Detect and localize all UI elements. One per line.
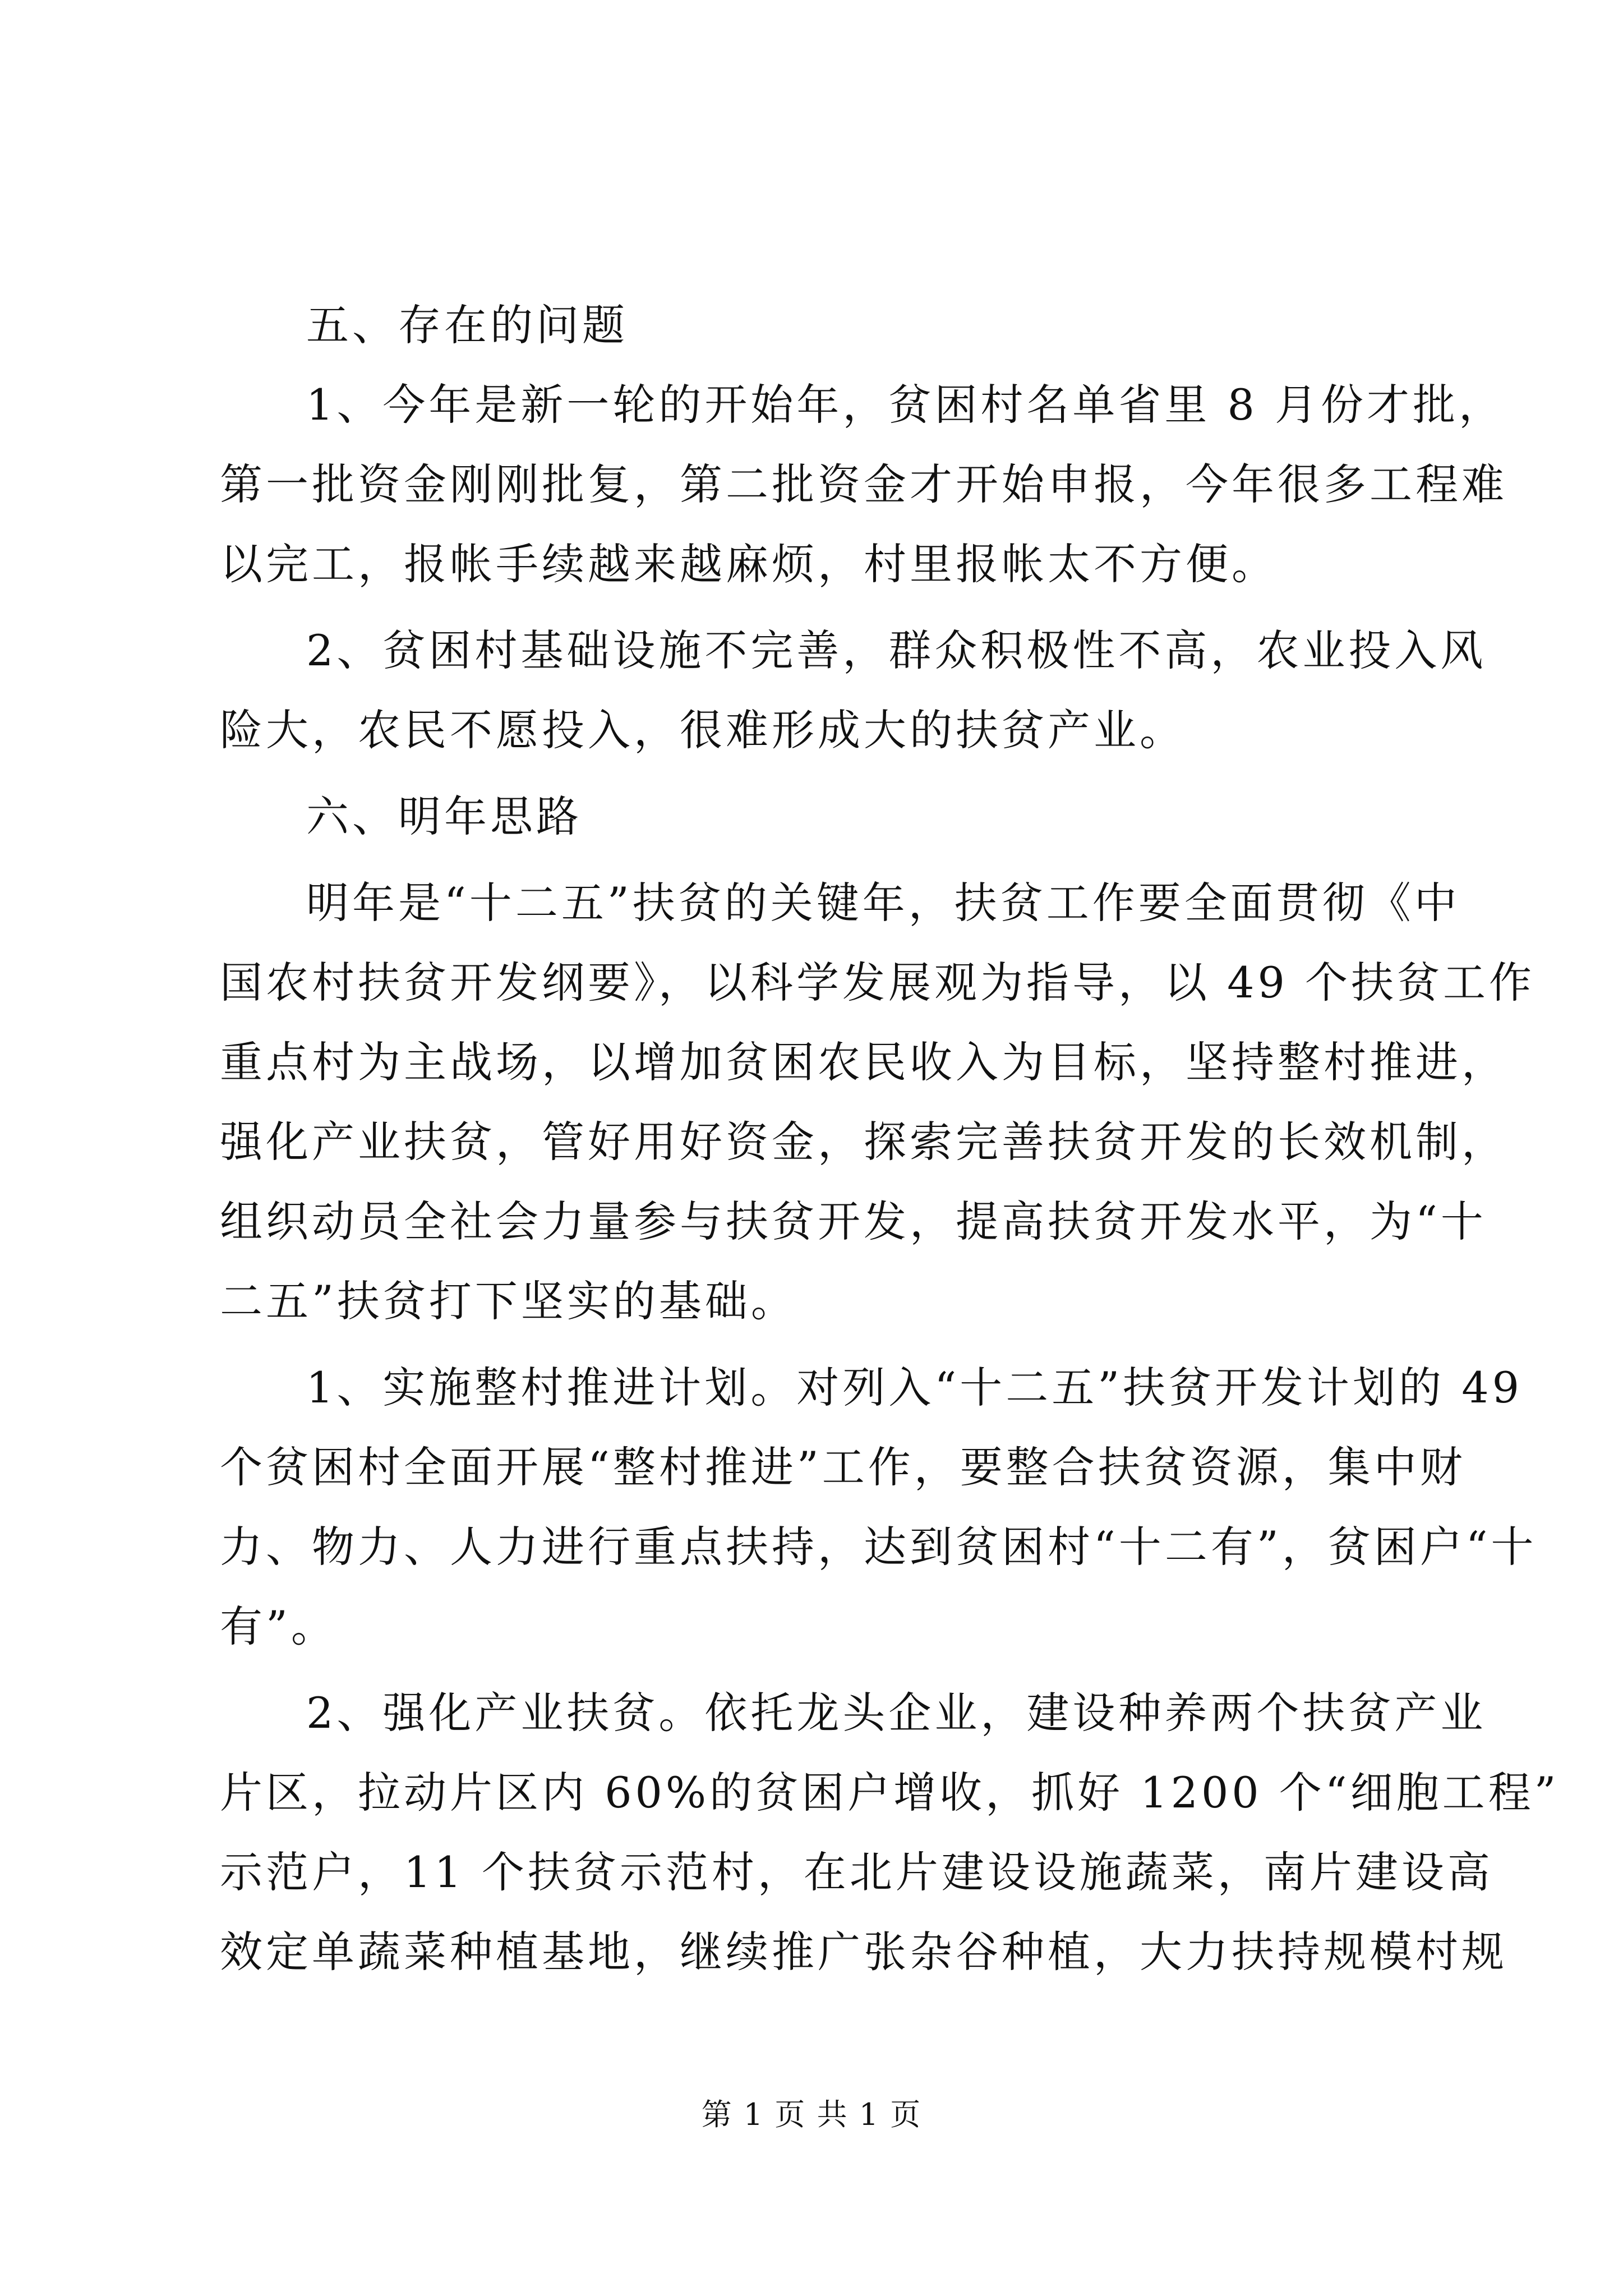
paragraph-line: 强化产业扶贫，管好用好资金，探索完善扶贫开发的长效机制， [220, 1117, 1507, 1167]
paragraph-line: 1、实施整村推进计划。对列入“十二五”扶贫开发计划的 49 [306, 1363, 1523, 1412]
page-footer: 第 1 页 共 1 页 [701, 2097, 922, 2132]
paragraph-line: 个贫困村全面开展“整村推进”工作，要整合扶贫资源，集中财 [220, 1442, 1466, 1492]
section-heading-problems: 五、存在的问题 [306, 300, 628, 350]
paragraph-line: 以完工，报帐手续越来越麻烦，村里报帐太不方便。 [220, 539, 1278, 589]
paragraph-line: 片区，拉动片区内 60%的贫困户增收，抓好 1200 个“细胞工程” [220, 1768, 1560, 1818]
document-body [220, 297, 1560, 1980]
paragraph-line: 国农村扶贫开发纲要》，以科学发展观为指导，以 49 个扶贫工作 [220, 958, 1536, 1007]
paragraph-line: 第一批资金刚刚批复，第二批资金才开始申报，今年很多工程难 [220, 459, 1507, 509]
paragraph-line: 险大，农民不愿投入，很难形成大的扶贫产业。 [220, 705, 1186, 755]
paragraph-line: 二五”扶贫打下坚实的基础。 [220, 1276, 797, 1326]
section-heading-next-year: 六、明年思路 [306, 792, 582, 841]
paragraph-line: 2、贫困村基础设施不完善，群众积极性不高，农业投入风 [306, 625, 1487, 675]
paragraph-line: 效定单蔬菜种植基地，继续推广张杂谷种植，大力扶持规模村规 [220, 1927, 1507, 1977]
paragraph-line: 1、今年是新一轮的开始年，贫困村名单省里 8 月份才批， [306, 380, 1505, 430]
paragraph-line: 2、强化产业扶贫。依托龙头企业，建设种养两个扶贫产业 [306, 1688, 1487, 1738]
paragraph-line: 示范户，11 个扶贫示范村，在北片建设设施蔬菜，南片建设高 [220, 1847, 1493, 1897]
paragraph-line: 组织动员全社会力量参与扶贫开发，提高扶贫开发水平，为“十 [220, 1197, 1487, 1246]
paragraph-line: 重点村为主战场，以增加贫困农民收入为目标，坚持整村推进， [220, 1037, 1507, 1087]
paragraph-line: 有”。 [220, 1602, 337, 1651]
paragraph-line: 明年是“十二五”扶贫的关键年，扶贫工作要全面贯彻《中 [306, 878, 1460, 928]
paragraph-line: 力、物力、人力进行重点扶持，达到贫困村“十二有”，贫困户“十 [220, 1522, 1537, 1572]
